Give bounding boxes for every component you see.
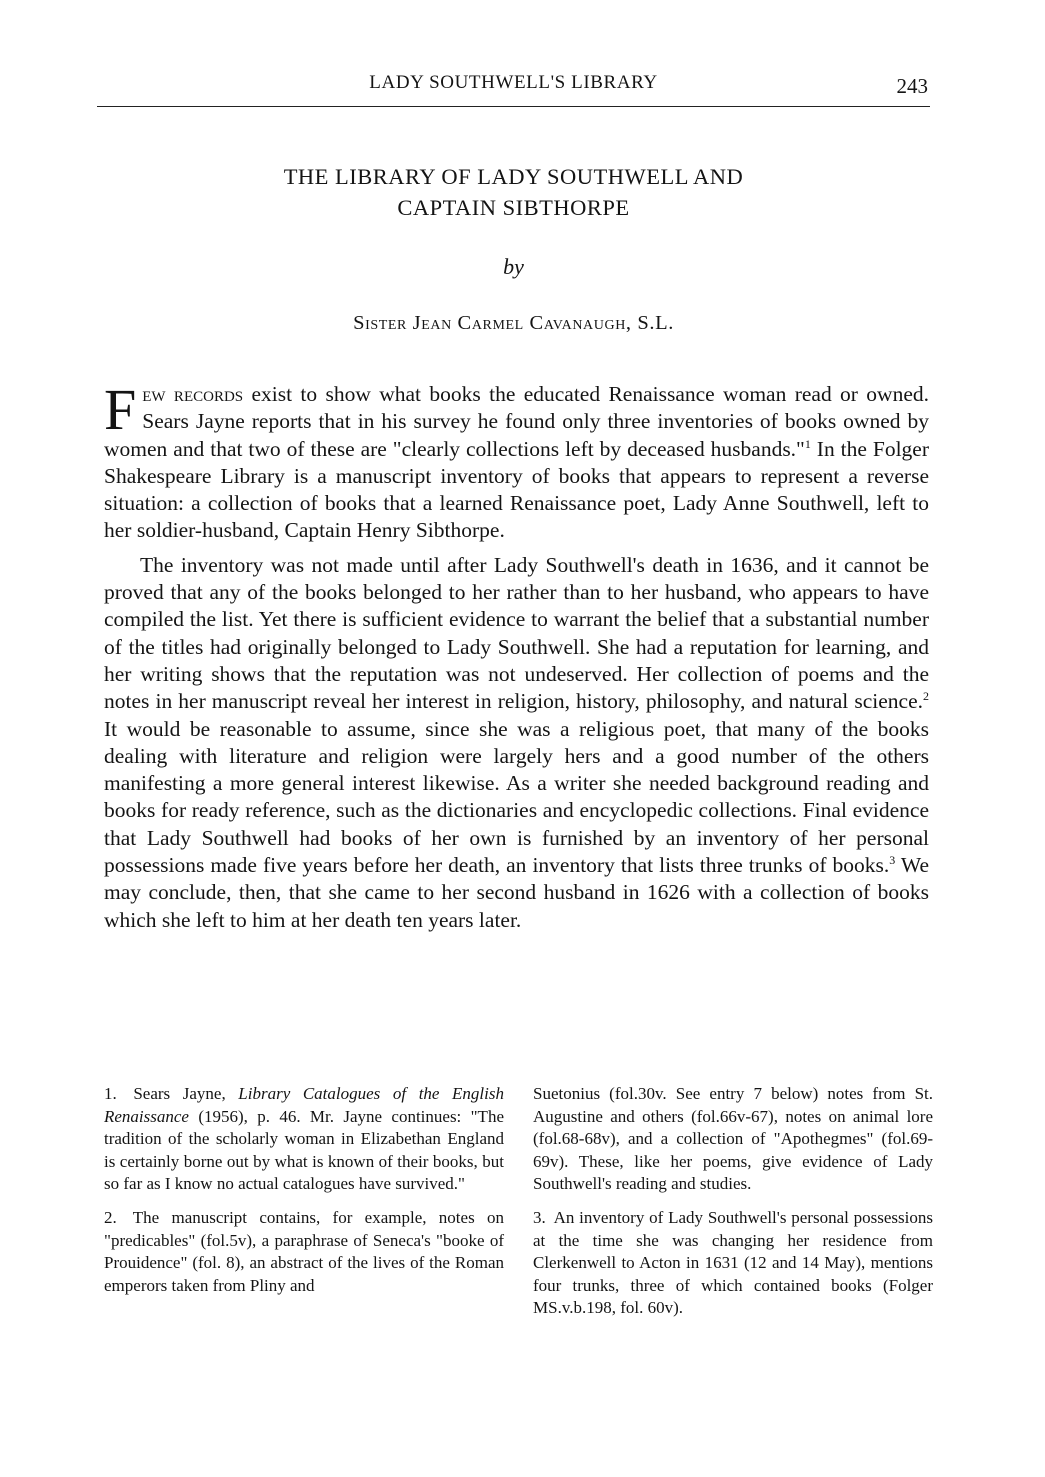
byline-by: by	[503, 254, 524, 279]
footnote-1	[104, 1083, 504, 1196]
footnote-2-continued	[533, 1083, 933, 1196]
footnote-ref-2: 2	[923, 689, 929, 704]
footnote-3-text: An inventory of Lady Southwell's personal possessions at the time she was changing her residence from Clerkenwell to Acton in 1631 (12 and 14 May), mentions four trunks, three of which contained books (Folger MS.v.b.198, fol. 60v).	[533, 1207, 933, 1318]
footnote-ref-3: 3	[889, 852, 896, 867]
footnote-1-text-a: Sears Jayne,	[120, 1084, 239, 1103]
footnote-1-number: 1.	[104, 1084, 117, 1103]
footnote-2	[104, 1207, 504, 1297]
footnote-3-number: 3.	[533, 1207, 546, 1227]
paragraph-2-text-c: We may conclude, then, that she came to her second husband in 1626 with a collection of books which she left to him at her death ten years later.	[104, 853, 929, 932]
running-title: LADY SOUTHWELL'S LIBRARY	[369, 72, 658, 93]
paragraph-2	[104, 552, 929, 934]
opening-small-caps: ew records	[142, 382, 244, 406]
paragraph-2-text-a: The inventory was not made until after Lady Southwell's death in 1636, and it cannot be proved that any of the books belonged to her rather than to her husband, who appears to have compiled the list. Yet there is sufficient evidence to warrant the belief that a substantial number of the titles had originally belonged to Lady Southwell. She had a reputation for learning, and her writing shows that the reputation was not undeserved. Her collection of poems and the notes in her manuscript reveal her interest in religion, history, philosophy, and natural science.	[104, 552, 929, 714]
article-body	[104, 377, 929, 941]
article-title-line-2: CAPTAIN SIBTHORPE	[397, 195, 630, 220]
paragraph-1-text-b: In the Folger Shakespeare Library is a manuscript inventory of books that appears to represent a reverse situation: a collection of books that a learned Renaissance poet, Lady Anne Southwell, left to her soldier-husband, Captain Henry Sibthorpe.	[104, 436, 929, 543]
footnote-2-text-a: The manuscript contains, for example, notes on "predicables" (fol.5v), a paraphrase of Seneca's "booke of Prouidence" (fol. 8), an abstract of the lives of the Roman emperors taken from Pliny and	[104, 1207, 504, 1295]
drop-cap: F	[104, 377, 137, 442]
running-head	[97, 70, 930, 107]
footnote-1-text-b: (1956), p. 46. Mr. Jayne continues: "The tradition of the scholarly woman in Elizabethan England is certainly borne out by what is known of their books, but so far as I know no actual catalogues have survived."	[104, 1106, 504, 1194]
author-name: Sister Jean Carmel Cavanaugh, S.L.	[353, 312, 674, 334]
paragraph-1-text-a: exist to show what books the educated Renaissance woman read or owned. Sears Jayne reports that in his survey he found only three inventories of books owned by women and that two of these are "clearly collections left by deceased husbands."	[104, 382, 929, 461]
article-title-line-1: THE LIBRARY OF LADY SOUTHWELL AND	[283, 164, 744, 189]
footnote-3	[533, 1207, 933, 1320]
footnote-1-book-title: Library Catalogues of the English Renaissance	[104, 1084, 504, 1126]
footnotes-right-column	[533, 1083, 933, 1331]
page-number: 243	[896, 74, 928, 98]
footnotes-left-column	[104, 1083, 504, 1308]
paragraph-1	[104, 377, 929, 545]
footnote-2-number: 2.	[104, 1207, 117, 1227]
paragraph-2-text-b: It would be reasonable to assume, since she was a religious poet, that many of the books dealing with literature and religion were largely hers and a good number of the others manifesting a more general interest likewise. As a writer she needed background reading and books for ready reference, such as the dictionaries and encyclopedic collections. Final evidence that Lady Southwell had books of her own is furnished by an inventory of her personal possessions made five years before her death, an inventory that lists three trunks of books.	[104, 716, 929, 878]
article-title	[97, 161, 930, 223]
footnote-2-text-b: Suetonius (fol.30v. See entry 7 below) notes from St. Augustine and others (fol.66v-67), notes on animal lore (fol.68-68v), and a collection of "Apothegmes" (fol.69-69v). These, like her poems, give evidence of Lady Southwell's reading and studies.	[533, 1084, 933, 1194]
footnote-ref-1: 1	[804, 436, 811, 451]
